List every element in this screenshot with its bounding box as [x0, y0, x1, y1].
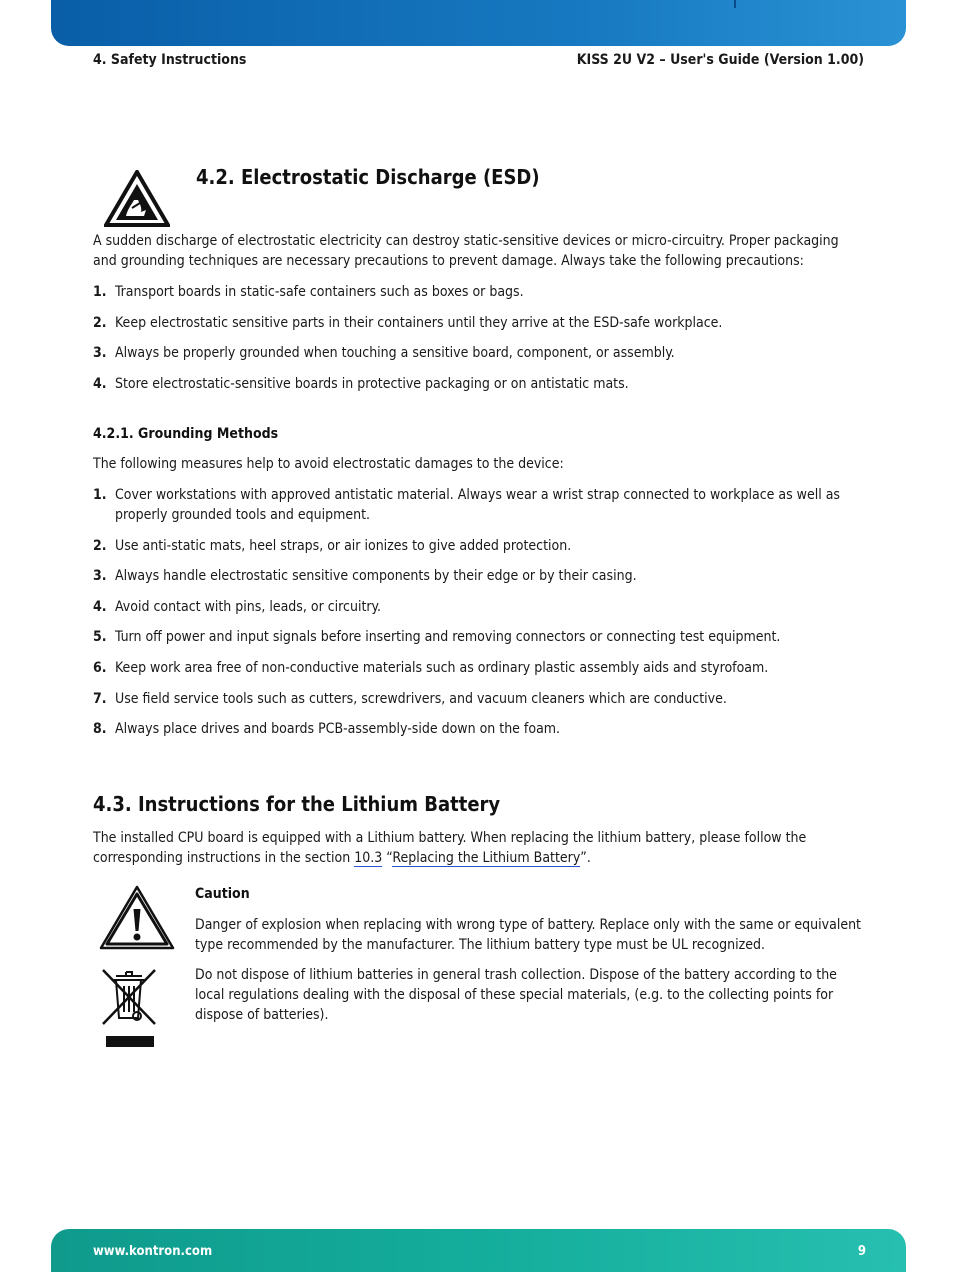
esd-warning-icon — [104, 170, 170, 231]
caution-text — [195, 915, 875, 955]
list-number: 7. — [93, 691, 107, 707]
section-link-title[interactable]: Replacing the Lithium Battery — [392, 850, 581, 866]
footer-bar — [51, 1229, 906, 1272]
list-text: Avoid contact with pins, leads, or circuitry. — [115, 599, 382, 615]
list-text: Store electrostatic-sensitive boards in protective packaging or on antistatic mats. — [115, 376, 629, 392]
list-text: Keep electrostatic sensitive parts in their containers until they arrive at the ESD-safe workplace. — [115, 315, 723, 331]
crossed-bin-icon — [100, 966, 158, 1054]
list-text-line: Cover workstations with approved antistatic material. Always wear a wrist strap connected to workplace as well as — [115, 487, 840, 503]
list-number: 4. — [93, 599, 107, 615]
chapter-title: 4. Safety Instructions — [93, 52, 247, 68]
section-link-number[interactable]: 10.3 — [354, 850, 383, 866]
list-text: Turn off power and input signals before inserting and removing connectors or connecting test equipment. — [115, 629, 781, 645]
list-text: Keep work area free of non-conductive materials such as ordinary plastic assembly aids and styrofoam. — [115, 660, 769, 676]
battery-intro — [93, 828, 873, 868]
quote-open: “ — [382, 850, 393, 866]
list-number: 2. — [93, 315, 107, 331]
caution-triangle-icon — [99, 885, 175, 955]
list-number: 4. — [93, 376, 107, 392]
header-bar — [51, 0, 906, 46]
section-title-esd: 4.2. Electrostatic Discharge (ESD) — [196, 165, 540, 189]
list-number: 2. — [93, 538, 107, 554]
list-number: 3. — [93, 568, 107, 584]
list-number: 5. — [93, 629, 107, 645]
subsection-title-grounding: 4.2.1. Grounding Methods — [93, 426, 279, 442]
list-text: Use field service tools such as cutters, screwdrivers, and vacuum cleaners which are conductive. — [115, 691, 727, 707]
section-title-battery: 4.3. Instructions for the Lithium Battery — [93, 792, 501, 816]
list-number: 6. — [93, 660, 107, 676]
caution-label: Caution — [195, 886, 250, 902]
list-text: Transport boards in static-safe containers such as boxes or bags. — [115, 284, 524, 300]
list-text: Use anti-static mats, heel straps, or air ionizes to give added protection. — [115, 538, 572, 554]
list-number: 1. — [93, 487, 107, 503]
quote-close: ”. — [580, 850, 591, 866]
esd-intro — [93, 231, 873, 271]
battery-intro-line: The installed CPU board is equipped with a Lithium battery. When replacing the lithium battery, please follow the — [93, 830, 807, 846]
disposal-line: Do not dispose of lithium batteries in general trash collection. Dispose of the battery according to the — [195, 967, 837, 983]
list-text: Always handle electrostatic sensitive components by their edge or by their casing. — [115, 568, 637, 584]
list-number: 8. — [93, 721, 107, 737]
caution-line: type recommended by the manufacturer. The lithium battery type must be UL recognized. — [195, 937, 766, 953]
list-number: 1. — [93, 284, 107, 300]
list-text — [115, 485, 855, 525]
disposal-line: local regulations dealing with the disposal of these special materials, (e.g. to the collecting points for — [195, 987, 834, 1003]
list-text: Always place drives and boards PCB-assembly-side down on the foam. — [115, 721, 561, 737]
grounding-intro: The following measures help to avoid electrostatic damages to the device: — [93, 456, 564, 472]
caution-line: Danger of explosion when replacing with wrong type of battery. Replace only with the same or equivalent — [195, 917, 861, 933]
footer-website[interactable]: www.kontron.com — [93, 1244, 213, 1259]
page-number: 9 — [857, 1244, 866, 1259]
disposal-line: dispose of batteries). — [195, 1007, 329, 1023]
esd-intro-line: and grounding techniques are necessary precautions to prevent damage. Always take the following precautions: — [93, 253, 804, 269]
list-text-line: properly grounded tools and equipment. — [115, 507, 371, 523]
list-number: 3. — [93, 345, 107, 361]
disposal-text — [195, 965, 875, 1025]
document-title: KISS 2U V2 – User's Guide (Version 1.00) — [576, 52, 864, 68]
list-text: Always be properly grounded when touching a sensitive board, component, or assembly. — [115, 345, 675, 361]
esd-intro-line: A sudden discharge of electrostatic electricity can destroy static-sensitive devices or micro-circuitry. Proper packaging — [93, 233, 839, 249]
battery-intro-line: corresponding instructions in the section — [93, 850, 355, 866]
